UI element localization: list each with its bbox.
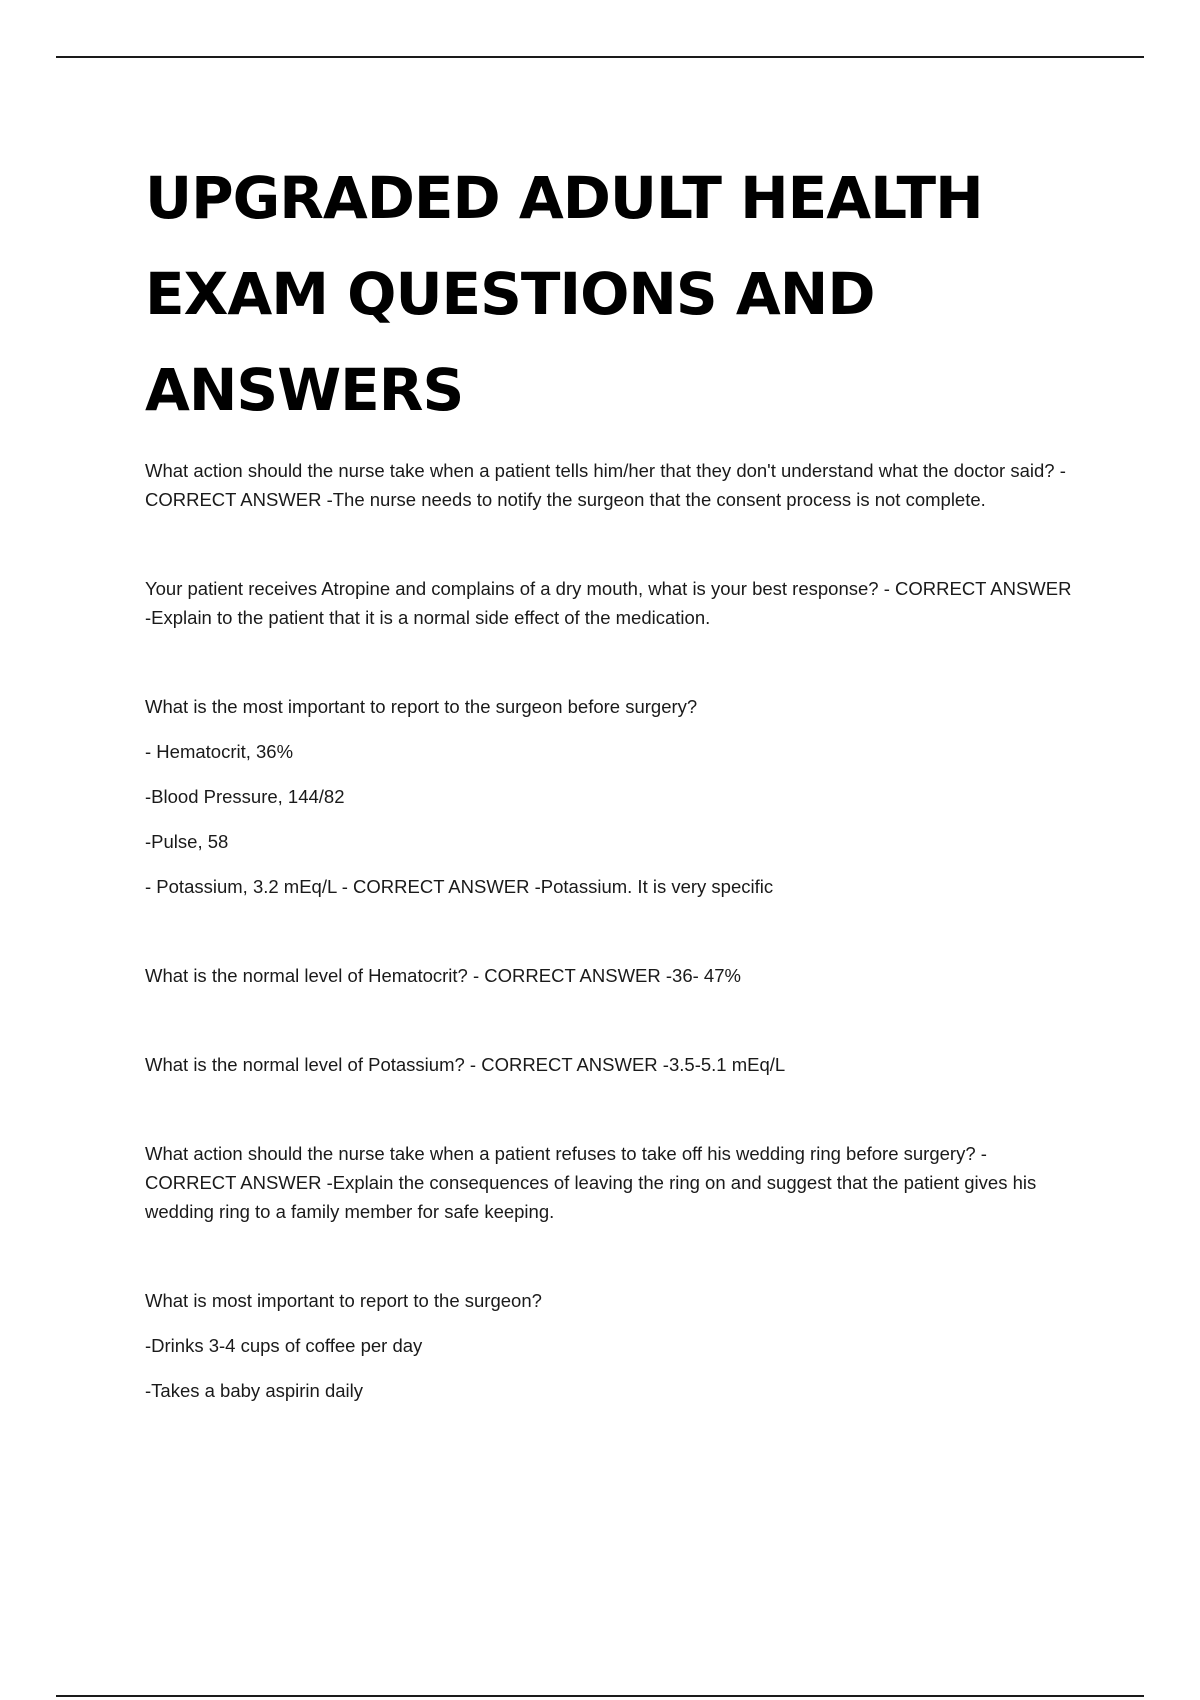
qa-option: -Blood Pressure, 144/82 [145,786,345,807]
qa-text: What action should the nurse take when a patient tells him/her that they don't understand what the doctor said? - CORRECT ANSWER -The nurse needs to notify the surgeon that the consent process is not complete. [145,460,1066,510]
qa-text: What is the normal level of Hematocrit? - CORRECT ANSWER -36- 47% [145,965,741,986]
qa-question: What is the most important to report to the surgeon before surgery? [145,696,698,717]
qa-item [145,692,1080,901]
qa-item [145,574,1080,632]
qa-option: - Hematocrit, 36% [145,741,294,762]
qa-item [145,1286,1080,1405]
document-body [145,150,1080,1465]
qa-text: Your patient receives Atropine and complains of a dry mouth, what is your best response? - CORRECT ANSWER -Explain to the patient that it is a normal side effect of the medication. [145,578,1072,628]
qa-option: -Pulse, 58 [145,831,229,852]
qa-item [145,456,1080,514]
qa-option-answer: - Potassium, 3.2 mEq/L - CORRECT ANSWER -Potassium. It is very specific [145,876,774,897]
qa-list [145,456,1080,1405]
qa-item [145,1050,1080,1079]
qa-text: What action should the nurse take when a patient refuses to take off his wedding ring before surgery? - CORRECT ANSWER -Explain the consequences of leaving the ring on and suggest that the patient gives his wedding ring to a family member for safe keeping. [145,1143,1037,1222]
qa-item [145,1139,1080,1226]
header-rule [56,56,1144,58]
qa-question: What is most important to report to the surgeon? [145,1290,542,1311]
qa-option: -Drinks 3-4 cups of coffee per day [145,1335,423,1356]
qa-item [145,961,1080,990]
qa-text: What is the normal level of Potassium? - CORRECT ANSWER -3.5-5.1 mEq/L [145,1054,786,1075]
document-title: UPGRADED ADULT HEALTH EXAM QUESTIONS AND ANSWERS [145,164,983,424]
footer-rule [56,1695,1144,1697]
qa-option: -Takes a baby aspirin daily [145,1380,363,1401]
